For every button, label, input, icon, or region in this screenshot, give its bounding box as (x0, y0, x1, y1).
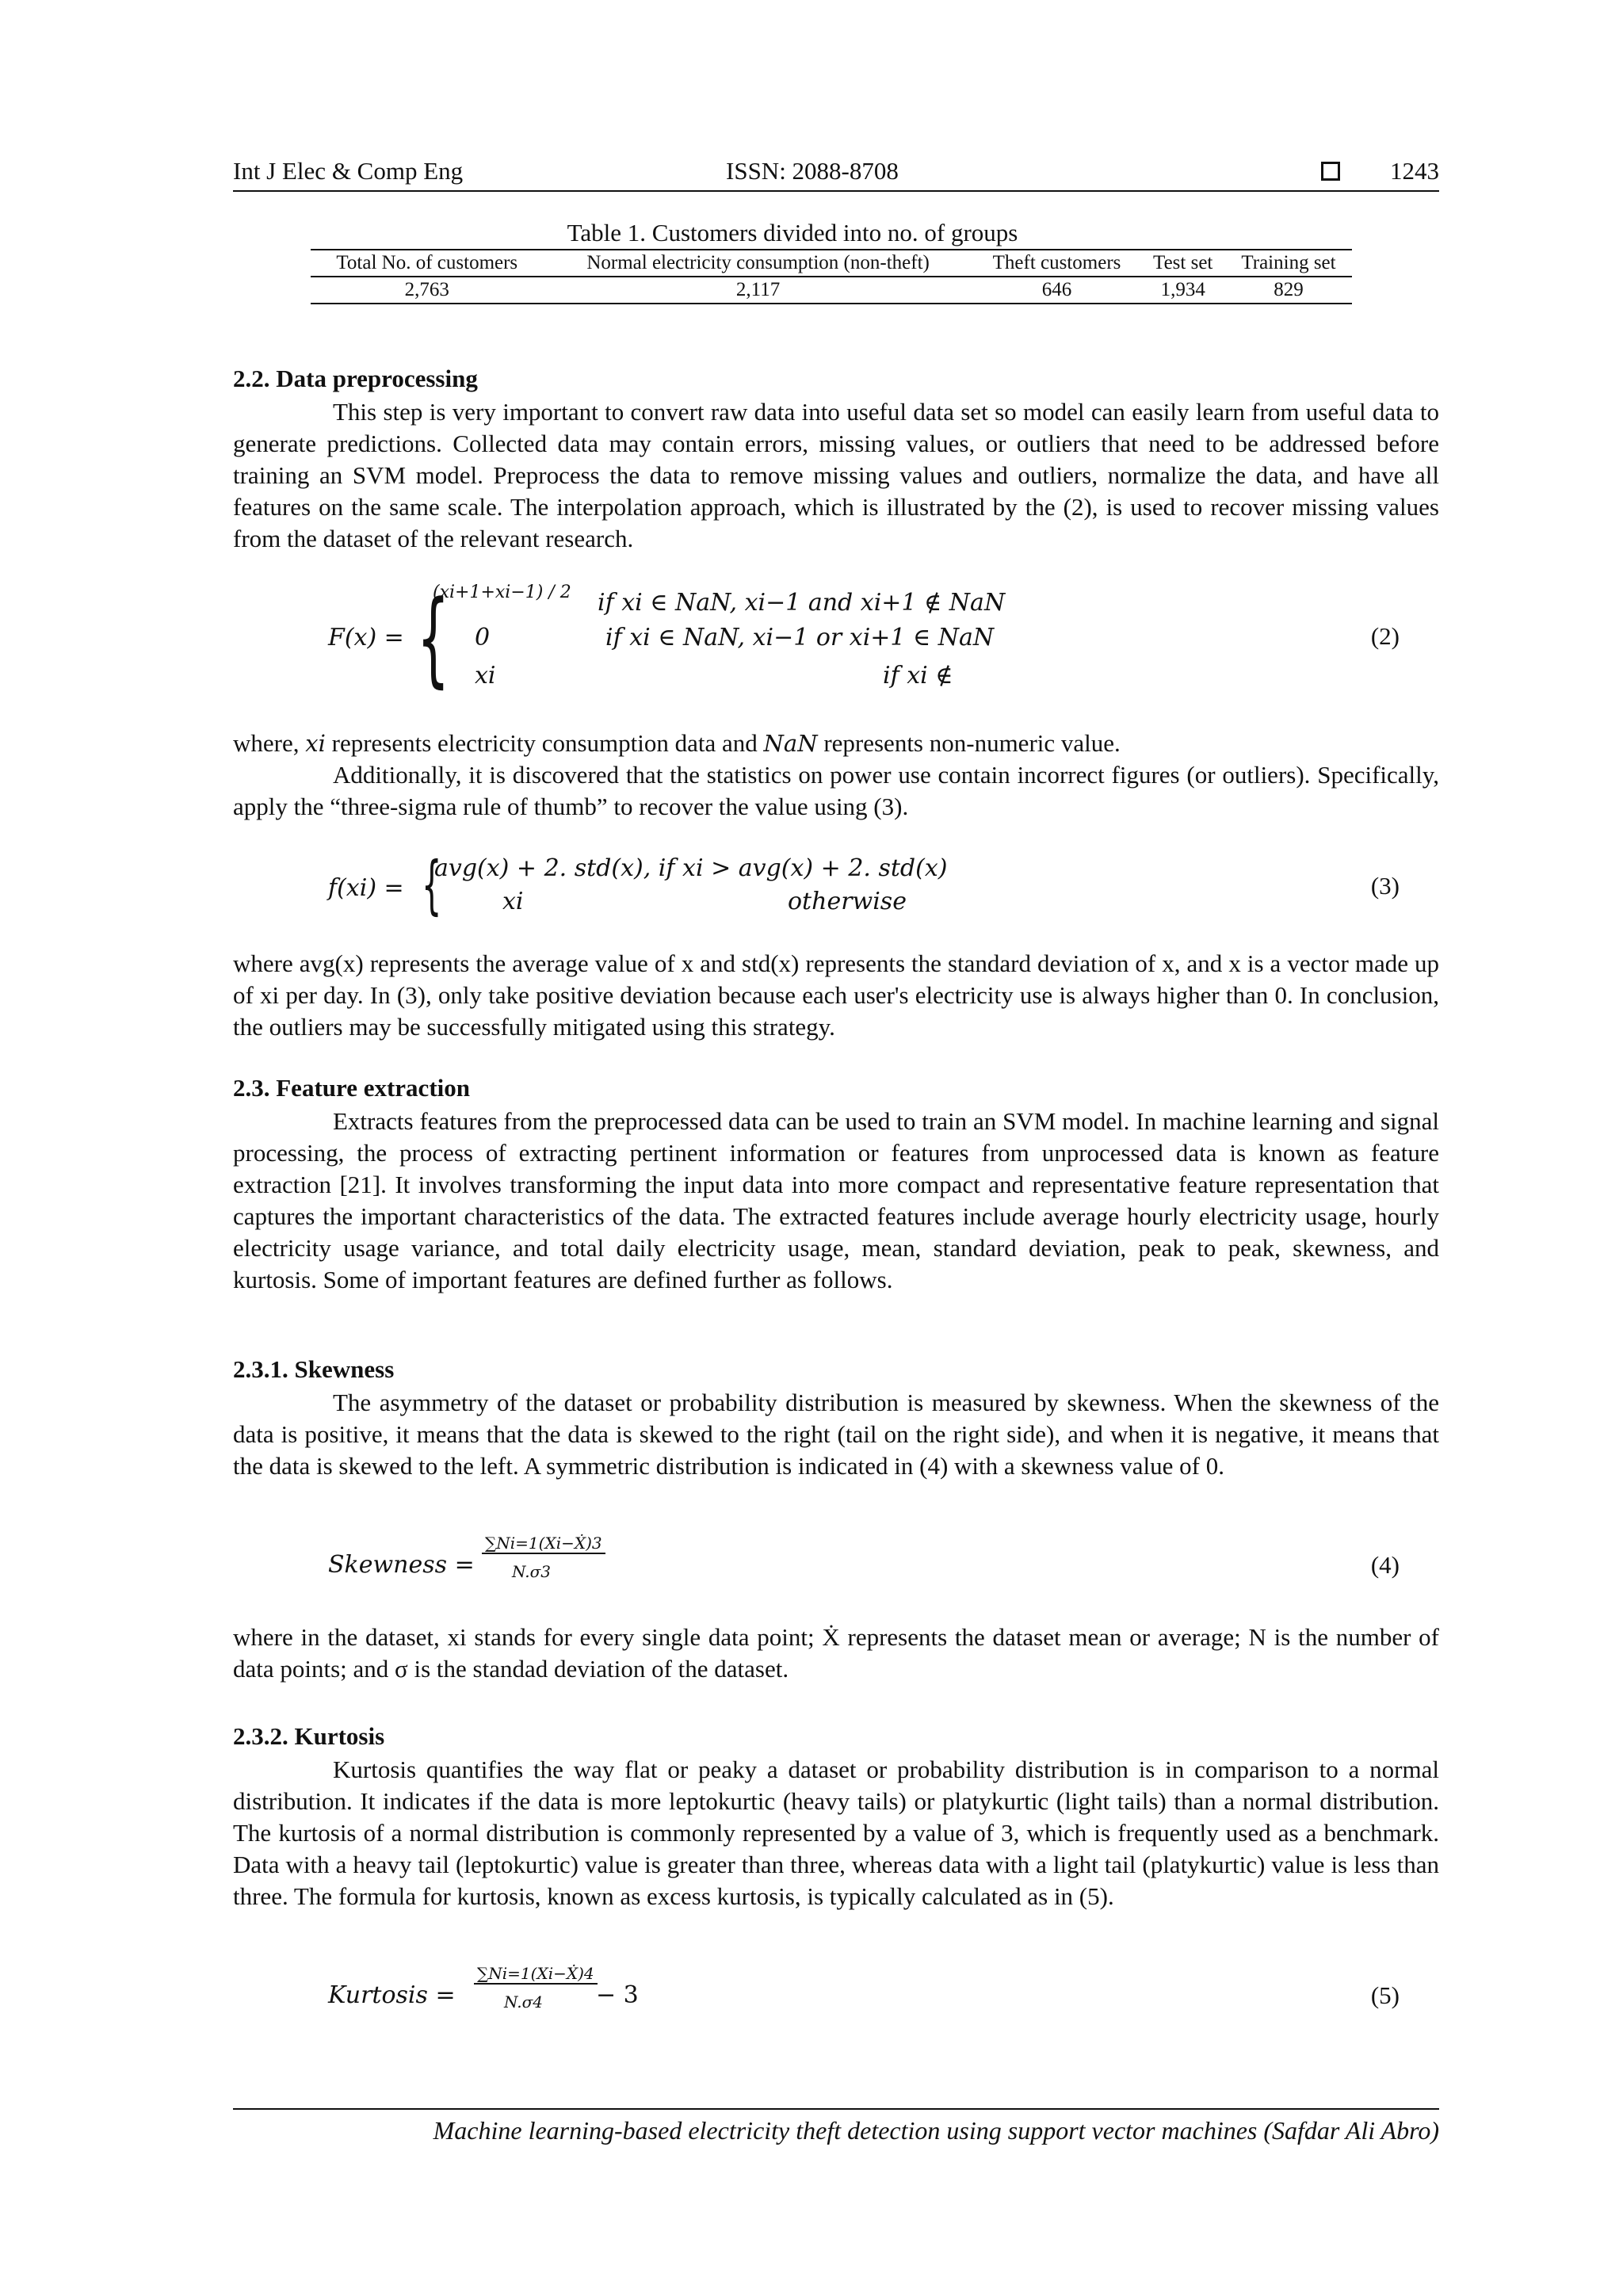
equation-lhs: Kurtosis = (328, 1981, 456, 2009)
fraction-denominator: N.σ4 (504, 1992, 543, 2011)
footer-divider (233, 2108, 1439, 2110)
paragraph: The asymmetry of the dataset or probability distribution is measured by skewness. When the skewness of the data is positive, it means that the data is skewed to the right (tail on the right side), and when it is negative, it means that the data is skewed to the left. A symmetric distribution is indicated in (4) with a skewness value of 0. (233, 1389, 1439, 1480)
table-header-cell: Normal electricity consumption (non-theft) (544, 250, 973, 277)
paragraph: Kurtosis quantifies the way flat or peaky a dataset or probability distribution is in comparison to a normal distribution. It indicates if the data is more leptokurtic (heavy tails) or platykurtic (light tails) than a normal distribution. The kurtosis of a normal distribution is commonly represented by a value of 3, which is frequently used as a benchmark. Data with a heavy tail (leptokurtic) value is greater than three, whereas data with a light tail (platykurtic) value is less than three. The formula for kurtosis, known as excess kurtosis, is typically calculated as in (5). (233, 1755, 1439, 1910)
running-title: Machine learning-based electricity theft detection using support vector machines (Safdar Ali Abro) (433, 2116, 1439, 2145)
table-header-cell: Training set (1225, 250, 1352, 277)
equation-tail: − 3 (596, 1981, 639, 2009)
fraction-denominator: N.σ3 (512, 1562, 551, 1581)
table-cell: 1,934 (1140, 277, 1224, 304)
case-expression: avg(x) + 2. std(x), if xi > avg(x) + 2. std(x) (434, 854, 948, 882)
equation-lhs: F(x) = (328, 624, 404, 651)
text-run: represents electricity consumption data and (325, 729, 764, 757)
case-expression: xi (502, 888, 524, 915)
fraction-numerator: ∑Ni=1(Xi−Ẋ)3 (482, 1534, 605, 1554)
paragraph: where avg(x) represents the average value of x and std(x) represents the standard deviation of x, and x is a vector made up of xi per day. In (3), only take positive deviation because each user's electricity use is always higher than 0. In conclusion, the outliers may be successfully mitigated using this strategy. (233, 949, 1439, 1041)
text-run: represents non-numeric value. (817, 729, 1121, 757)
table-cell: 829 (1225, 277, 1352, 304)
case-expression: (xi+1+xi−1) / 2 (433, 583, 571, 602)
table-cell: 2,763 (311, 277, 544, 304)
equation-lhs: f(xi) = (328, 874, 404, 902)
equation-number: (3) (1370, 872, 1400, 900)
case-condition: otherwise (788, 888, 907, 915)
paragraph: This step is very important to convert raw data into useful data set so model can easily learn from useful data to generate predictions. Collected data may contain errors, missing values, or outliers that need to be addressed before training an SVM model. Preprocess the data to remove missing values and outliers, normalize the data, and have all features on the same scale. The interpolation approach, which is illustrated by the (2), is used to recover missing values from the dataset of the relevant research. (233, 398, 1439, 552)
text-run: where, (233, 729, 306, 757)
table-header-cell: Total No. of customers (311, 250, 544, 277)
equation-4 (233, 1534, 1439, 1597)
table-cell: 646 (973, 277, 1141, 304)
left-brace: { (417, 578, 450, 698)
case-condition: if xi ∈ NaN, xi−1 and xi+1 ∉ NaN (598, 589, 1006, 617)
case-condition: if xi ∈ NaN, xi−1 or xi+1 ∈ NaN (605, 624, 995, 651)
journal-name: Int J Elec & Comp Eng (233, 157, 464, 185)
equation-5 (233, 1964, 1439, 2027)
section-title-data-preprocessing: 2.2. Data preprocessing (233, 365, 478, 392)
case-condition: if xi ∉ (883, 662, 953, 690)
equation-3 (233, 848, 1439, 926)
equation-2 (233, 578, 1439, 701)
checkbox-square-icon (1321, 162, 1340, 181)
math-symbol: xi (305, 730, 326, 757)
paragraph (233, 728, 1439, 759)
section-title-feature-extraction: 2.3. Feature extraction (233, 1074, 470, 1102)
table-header-cell: Theft customers (973, 250, 1141, 277)
fraction-numerator: ∑Ni=1(Xi−Ẋ)4 (474, 1964, 598, 1985)
case-expression: xi (475, 662, 496, 690)
equation-number: (5) (1370, 1981, 1400, 2009)
case-expression: 0 (475, 624, 491, 651)
equation-number: (4) (1370, 1551, 1400, 1579)
table-cell: 2,117 (544, 277, 973, 304)
table-row (311, 277, 1352, 304)
table-header-cell: Test set (1140, 250, 1224, 277)
equation-number: (2) (1370, 622, 1400, 650)
paragraph: Additionally, it is discovered that the statistics on power use contain incorrect figures (or outliers). Specifically, apply the “three-sigma rule of thumb” to recover the value using (3). (233, 761, 1439, 820)
section-title-kurtosis: 2.3.2. Kurtosis (233, 1722, 385, 1750)
math-symbol: NaN (763, 730, 818, 757)
equation-lhs: Skewness = (328, 1551, 475, 1579)
left-brace: { (422, 848, 442, 922)
paragraph: where in the dataset, xi stands for every single data point; Ẋ represents the dataset mean or average; N is the number of data points; and σ is the standad deviation of the dataset. (233, 1623, 1439, 1683)
customers-table (311, 249, 1352, 304)
table-caption: Table 1. Customers divided into no. of groups (567, 219, 1018, 246)
page-header (233, 155, 1439, 192)
page-number: 1243 (1390, 157, 1439, 185)
paragraph: Extracts features from the preprocessed data can be used to train an SVM model. In machine learning and signal processing, the process of extracting pertinent information or features from unprocessed data is known as feature extraction [21]. It involves transforming the input data into more compact and representative feature representation that captures the important characteristics of the data. The extracted features include average hourly electricity usage, hourly electricity usage variance, and total daily electricity usage, mean, standard deviation, peak to peak, skewness, and kurtosis. Some of important features are defined further as follows. (233, 1107, 1439, 1293)
issn: ISSN: 2088-8708 (726, 157, 899, 185)
section-title-skewness: 2.3.1. Skewness (233, 1355, 395, 1383)
